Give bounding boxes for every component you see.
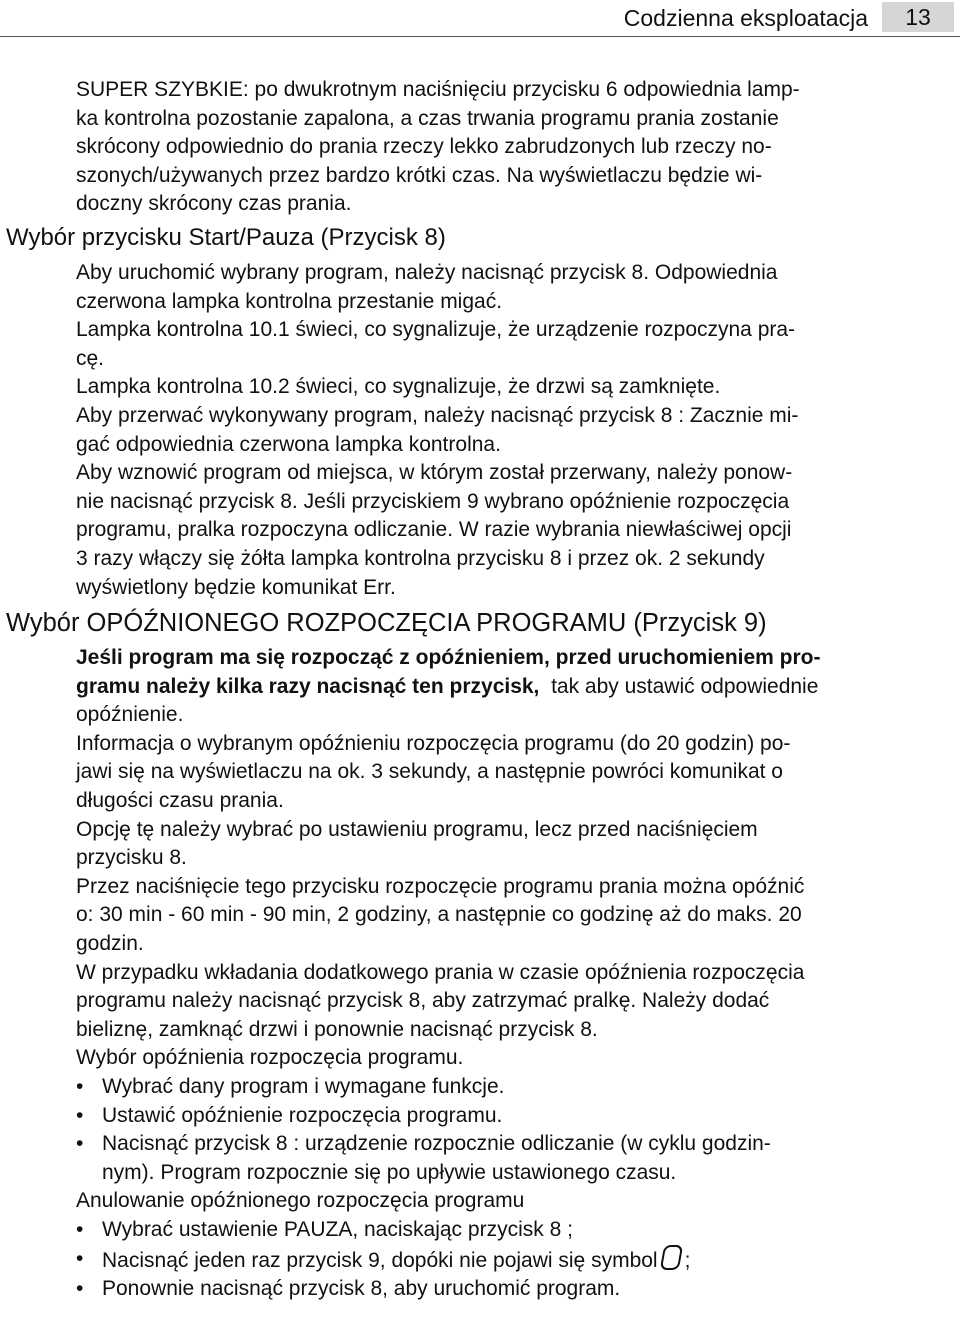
list-item-text: Wybrać dany program i wymagane funkcje. [102, 1075, 505, 1098]
paragraph-line: Lampka kontrolna 10.1 świeci, co sygnalizuje, że urządzenie rozpoczyna pra- [76, 318, 796, 342]
bold-text: gramu należy kilka razy nacisnąć ten przycisk, [76, 674, 540, 698]
list-item [76, 1102, 956, 1131]
text-run: Nacisnąć jeden raz przycisk 9, dopóki nie pojawi się symbol [102, 1248, 658, 1272]
list-item-continuation [76, 1159, 956, 1188]
list-item [76, 1275, 956, 1304]
bullet-icon: • [76, 1277, 84, 1301]
paragraph-line: Anulowanie opóźnionego rozpoczęcia programu [76, 1189, 525, 1213]
paragraph-line [76, 644, 956, 673]
bold-text: Jeśli program ma się rozpocząć z opóźnieniem, przed uruchomieniem pro- [76, 646, 821, 670]
paragraph-line: czerwona lampka kontrolna przestanie migać. [76, 289, 503, 313]
paragraph-line: Aby przerwać wykonywany program, należy nacisnąć przycisk 8 : Zacznie mi- [76, 403, 799, 427]
paragraph-line: Aby wznowić program od miejsca, w którym został przerwany, należy ponow- [76, 461, 793, 485]
paragraph-line: szonych/używanych przez bardzo krótki czas. Na wyświetlaczu będzie wi- [76, 163, 763, 187]
list-item-text: Nacisnąć przycisk 8 : urządzenie rozpocznie odliczanie (w cyklu godzin- [102, 1132, 771, 1156]
bullet-icon: • [76, 1132, 84, 1156]
paragraph-line: ka kontrolna pozostanie zapalona, a czas trwania programu prania zostanie [76, 106, 779, 130]
bullet-icon: • [76, 1217, 84, 1241]
paragraph-line: programu należy nacisnąć przycisk 8, aby zatrzymać pralkę. Należy dodać [76, 989, 770, 1013]
paragraph-line: jawi się na wyświetlaczu na ok. 3 sekundy, a następnie powróci komunikat o [76, 760, 783, 784]
paragraph-line: programu, pralka rozpoczyna odliczanie. W razie wybrania niewłaściwej opcji [76, 518, 792, 542]
paragraph-line: bieliznę, zamknąć drzwi i ponownie nacisnąć przycisk 8. [76, 1017, 598, 1041]
paragraph-line: nie nacisnąć przycisk 8. Jeśli przyciskiem 9 wybrano opóźnienie rozpoczęcia [76, 489, 790, 513]
paragraph-line: W przypadku wkładania dodatkowego prania w czasie opóźnienia rozpoczęcia [76, 960, 805, 984]
list-item [76, 1216, 956, 1245]
paragraph-line: wyświetlony będzie komunikat Err. [76, 575, 396, 599]
paragraph-line: przycisku 8. [76, 846, 187, 870]
section-title: Codzienna eksploatacja [623, 5, 868, 31]
header-divider [0, 36, 960, 37]
paragraph-line: długości czasu prania. [76, 789, 284, 813]
paragraph-line: o: 30 min - 60 min - 90 min, 2 godziny, a następnie co godzinę aż do maks. 20 [76, 903, 802, 927]
list-item [76, 1073, 956, 1102]
bullet-icon: • [76, 1103, 84, 1127]
paragraph-line: godzin. [76, 932, 144, 956]
bullet-icon: • [76, 1075, 84, 1098]
paragraph-line: Przez naciśnięcie tego przycisku rozpoczęcie programu prania można opóźnić [76, 874, 805, 898]
section-heading: Wybór przycisku Start/Pauza (Przycisk 8) [6, 223, 446, 251]
page-header [0, 0, 960, 38]
paragraph-line: opóźnienie. [76, 703, 184, 727]
text-run: ; [684, 1248, 691, 1272]
text-run: tak aby ustawić odpowiednie [539, 674, 819, 698]
paragraph-line: gać odpowiednia czerwona lampka kontrolna. [76, 432, 501, 456]
document-body [0, 76, 960, 1304]
paragraph-line: doczny skrócony czas prania. [76, 192, 352, 216]
section-heading: Wybór OPÓŹNIONEGO ROZPOCZĘCIA PROGRAMU (Przycisk 9) [6, 609, 767, 638]
zero-display-icon [659, 1245, 682, 1270]
list-item-text: Wybrać ustawienie PAUZA, naciskając przycisk 8 ; [102, 1217, 573, 1241]
list-item-text: Ustawić opóźnienie rozpoczęcia programu. [102, 1103, 503, 1127]
bullet-icon: • [76, 1246, 84, 1270]
paragraph-line: cę. [76, 346, 105, 370]
paragraph-line: Informacja o wybranym opóźnieniu rozpoczęcia programu (do 20 godzin) po- [76, 731, 791, 755]
paragraph-line [76, 673, 956, 702]
paragraph-line: Opcję tę należy wybrać po ustawieniu programu, lecz przed naciśnięciem [76, 817, 758, 841]
paragraph-line: Aby uruchomić wybrany program, należy nacisnąć przycisk 8. Odpowiednia [76, 260, 778, 284]
paragraph-line: skrócony odpowiednio do prania rzeczy lekko zabrudzonych lub rzeczy no- [76, 135, 772, 159]
paragraph-line: Wybór opóźnienia rozpoczęcia programu. [76, 1046, 464, 1070]
page-number: 13 [882, 2, 954, 32]
list-item [76, 1130, 956, 1159]
paragraph-line: SUPER SZYBKIE: po dwukrotnym naciśnięciu przycisku 6 odpowiednia lamp- [76, 78, 800, 101]
paragraph-line: 3 razy włączy się żółta lampka kontrolna przycisku 8 i przez ok. 2 sekundy [76, 546, 765, 570]
paragraph-line: Lampka kontrolna 10.2 świeci, co sygnalizuje, że drzwi są zamknięte. [76, 375, 721, 399]
list-item-text: nym). Program rozpocznie się po upływie ustawionego czasu. [102, 1160, 677, 1184]
list-item-text: Ponownie nacisnąć przycisk 8, aby uruchomić program. [102, 1277, 621, 1301]
list-item [76, 1245, 956, 1276]
